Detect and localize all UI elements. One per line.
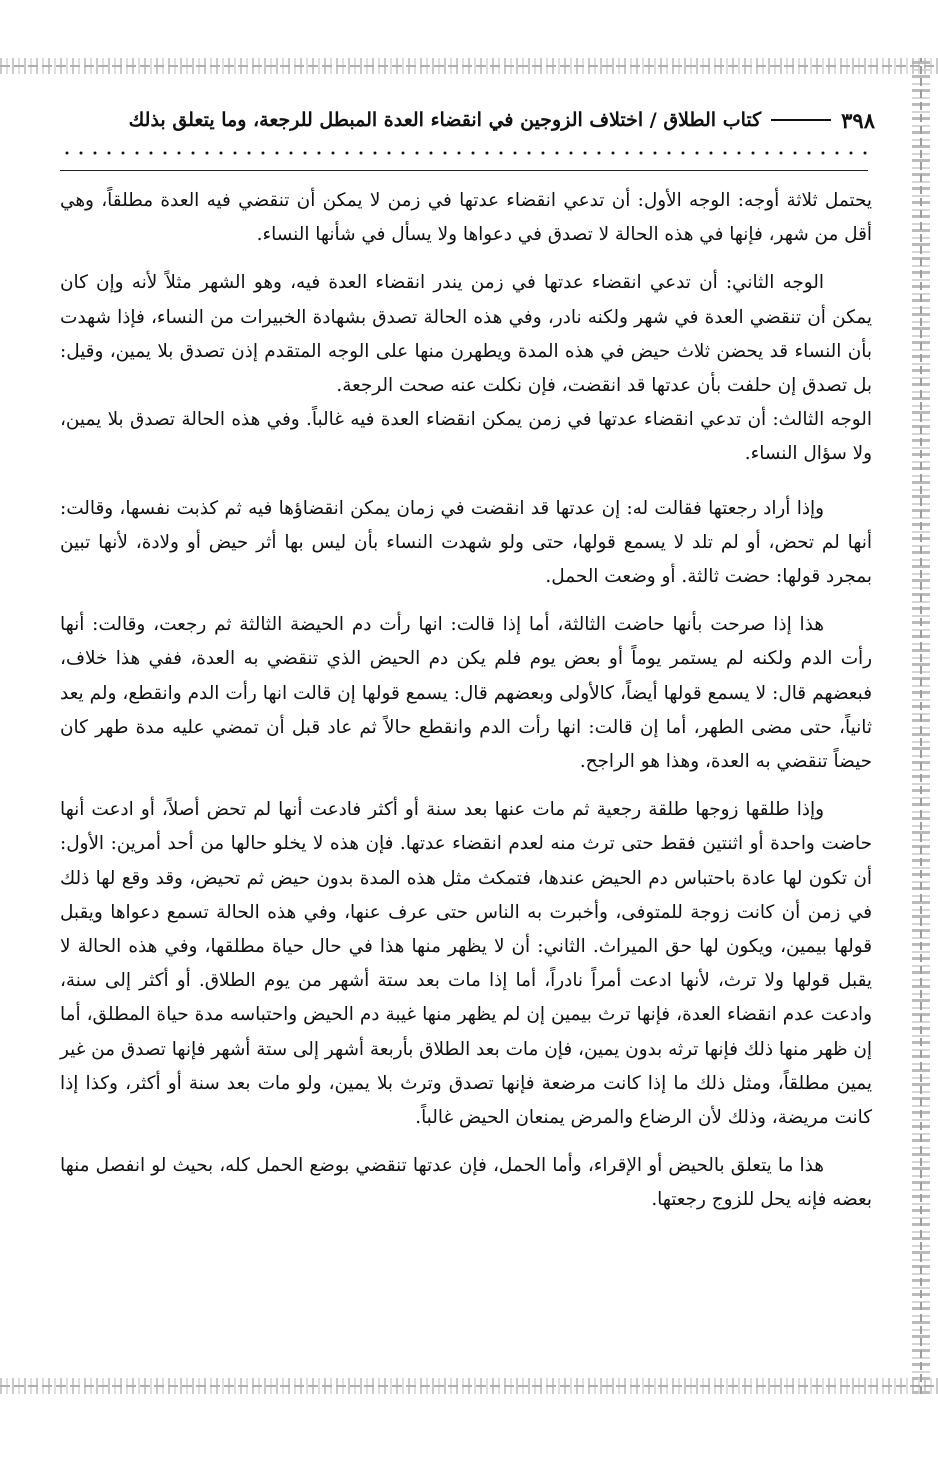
dotted-divider bbox=[60, 150, 875, 156]
header-rule bbox=[771, 119, 831, 121]
running-header bbox=[60, 104, 875, 136]
page-number: ٣٩٨ bbox=[841, 107, 875, 133]
running-title: كتاب الطلاق / اختلاف الزوجين في انقضاء العدة المبطل للرجعة، وما يتعلق بذلك bbox=[128, 109, 762, 131]
paragraph: هذا ما يتعلق بالحيض أو الإقراء، وأما الحمل، فإن عدتها تنقضي بوضع الحمل كله، بحيث لو انفصل منها بعضه فإنه يحل للزوج رجعتها. bbox=[60, 1155, 872, 1211]
body-text bbox=[60, 184, 872, 1218]
paragraph: الوجه الثاني: أن تدعي انقضاء عدتها في زمن يندر انقضاء العدة فيه، وهو الشهر مثلاً لأنه وإن كان يمكن أن تنقضي العدة في شهر ولكنه نادر، وفي هذه الحالة تصدق بشهادة الخبيرات من النساء، فإذا شهدت بأن النساء قد يحضن ثلاث حيض في هذه المدة ويطهرن منها على الوجه المتقدم إذن تصدق بلا يمين، وقيل: بل تصدق إن حلفت بأن عدتها قد انقضت، فإن نكلت عنه صحت الرجعة. bbox=[60, 272, 872, 397]
header-underline bbox=[60, 170, 868, 171]
paragraph: الوجه الثالث: أن تدعي انقضاء عدتها في زمن يمكن انقضاء العدة فيه غالباً. وفي هذه الحالة تصدق بلا يمين، ولا سؤال النساء. bbox=[60, 409, 872, 465]
paragraph: وإذا طلقها زوجها طلقة رجعية ثم مات عنها بعد سنة أو أكثر فادعت أنها لم تحض أصلاً، أو ادعت أنها حاضت واحدة أو اثنتين فقط حتى ترث منه لعدم انقضاء عدتها. فإن هذه لا يخلو حالها من أحد أمرين: الأول: أن تكون لها عادة باحتباس دم الحيض عندها، فتمكث مثل هذه المدة بدون حيض ثم تحيض، وقد وقع لها ذلك في زمن أن كانت زوجة للمتوفى، وأخبرت به الناس حتى عرف عنها، وفي هذه الحالة تسمع دعواها ويقبل قولها بيمين، ويكون لها حق الميراث. الثاني: أن لا يظهر منها هذا في حال حياة مطلقها، وفي هذه الحالة لا يقبل قولها ولا ترث، لأنها ادعت أمراً نادراً، أما إذا مات بعد ستة أشهر من يوم الطلاق. أو أكثر إلى سنة، وادعت عدم انقضاء العدة، فإنها ترث بيمين إن لم يظهر منها غيبة دم الحيض واحتباسه مدة حياة المطلق، أما إن ظهر منها ذلك فإنها ترثه بدون يمين، فإن مات بعد الطلاق بأربعة أشهر إلى ستة أشهر فإنها تصدق من غير يمين مطلقاً، ومثل ذلك ما إذا كانت مرضعة فإنها تصدق وترث بلا يمين، ولو مات بعد سنة أو أكثر، وكذا إذا كانت مريضة، وذلك لأن الرضاع والمرض يمنعان الحيض غالباً. bbox=[60, 799, 872, 1129]
paragraph: يحتمل ثلاثة أوجه: الوجه الأول: أن تدعي انقضاء عدتها في زمن لا يمكن أن تنقضي فيه العدة مطلقاً، وهي أقل من شهر، فإنها في هذه الحالة لا تصدق في دعواها ولا يسأل في شأنها النساء. bbox=[60, 190, 872, 246]
paragraph: وإذا أراد رجعتها فقالت له: إن عدتها قد انقضت في زمان يمكن انقضاؤها فيه ثم كذبت نفسها، وقالت: أنها لم تحض، أو لم تلد لا يسمع قولها، حتى ولو شهدت النساء بأن ليس بها أثر حيض أو ولادة، لأنها تبين بمجرد قولها: حضت ثالثة. أو وضعت الحمل. bbox=[60, 497, 872, 588]
ornamental-border-top bbox=[0, 58, 938, 74]
paragraph: هذا إذا صرحت بأنها حاضت الثالثة، أما إذا قالت: انها رأت دم الحيضة الثالثة ثم رجعت، وقالت: أنها رأت الدم ولكنه لم يستمر يوماً أو بعض يوم فلم يكن دم الحيض الذي تنقضي به العدة، ففي هذا خلاف، فبعضهم قال: لا يسمع قولها أيضاً، كالأولى وبعضهم قال: يسمع قولها إن قالت انها رأت الدم وانقطع، ولم يعد ثانياً، حتى مضى الطهر، أما إن قالت: انها رأت الدم وانقطع حالاً ثم عاد قبل أن تمضي عليه مدة طهر كان حيضاً تنقضي به العدة، وهذا هو الراجح. bbox=[60, 614, 872, 773]
ornamental-border-bottom bbox=[0, 1378, 938, 1394]
ornamental-border-right bbox=[912, 58, 930, 1394]
